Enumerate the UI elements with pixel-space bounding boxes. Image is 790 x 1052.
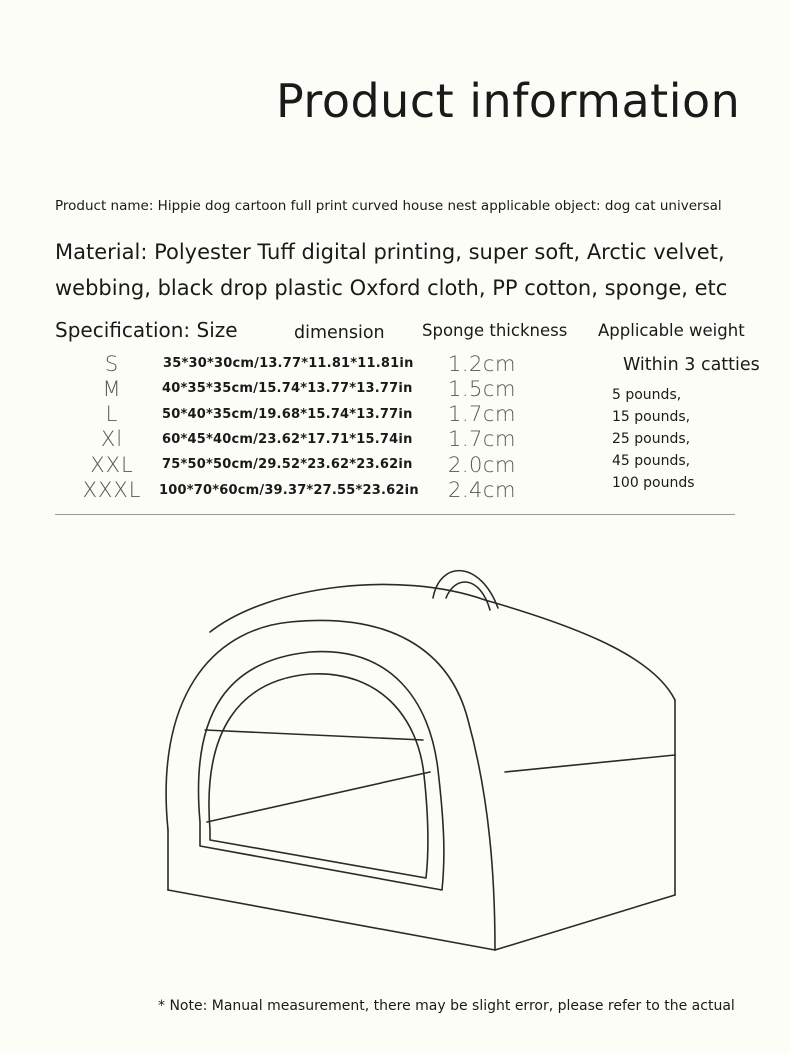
product-name: Product name: Hippie dog cartoon full print curved house nest applicable object: dog cat universal: [55, 198, 722, 214]
thickness-m: 1.5cm: [448, 377, 516, 401]
header-applicable-weight: Applicable weight: [598, 321, 745, 340]
thickness-xxl: 2.0cm: [448, 453, 516, 477]
size-m: M: [102, 377, 122, 401]
dimension-m: 40*35*35cm/15.74*13.77*13.77in: [162, 381, 413, 396]
size-s: S: [104, 352, 120, 376]
dimension-s: 35*30*30cm/13.77*11.81*11.81in: [163, 356, 414, 371]
size-xxl: XXL: [90, 453, 134, 477]
dimension-l: 50*40*35cm/19.68*15.74*13.77in: [162, 407, 413, 422]
spec-label: Specification: Size: [55, 318, 238, 342]
page-title: Product information: [276, 74, 741, 128]
size-l: L: [105, 402, 119, 426]
footnote: * Note: Manual measurement, there may be slight error, please refer to the actual: [158, 998, 735, 1014]
thickness-l: 1.7cm: [448, 402, 516, 426]
divider: [55, 514, 735, 515]
dimension-xxxl: 100*70*60cm/39.37*27.55*23.62in: [159, 483, 419, 498]
thickness-xl: 1.7cm: [448, 427, 516, 451]
weight-item: 25 pounds,: [612, 431, 691, 447]
weight-within: Within 3 catties: [623, 355, 760, 375]
header-sponge-thickness: Sponge thickness: [422, 321, 568, 340]
size-xxxl: XXXL: [82, 478, 142, 502]
dimension-xl: 60*45*40cm/23.62*17.71*15.74in: [162, 432, 413, 447]
thickness-xxxl: 2.4cm: [448, 478, 516, 502]
weight-item: 15 pounds,: [612, 409, 691, 425]
weight-item: 100 pounds: [612, 475, 695, 491]
header-dimension: dimension: [294, 323, 385, 343]
dimension-xxl: 75*50*50cm/29.52*23.62*23.62in: [162, 457, 413, 472]
weight-item: 5 pounds,: [612, 387, 682, 403]
material-line-1: Material: Polyester Tuff digital printing, super soft, Arctic velvet,: [55, 240, 725, 264]
thickness-s: 1.2cm: [448, 352, 516, 376]
material-line-2: webbing, black drop plastic Oxford cloth, PP cotton, sponge, etc: [55, 276, 728, 300]
pet-house-illustration: [150, 560, 690, 960]
size-xl: Xl: [100, 427, 124, 451]
weight-item: 45 pounds,: [612, 453, 691, 469]
